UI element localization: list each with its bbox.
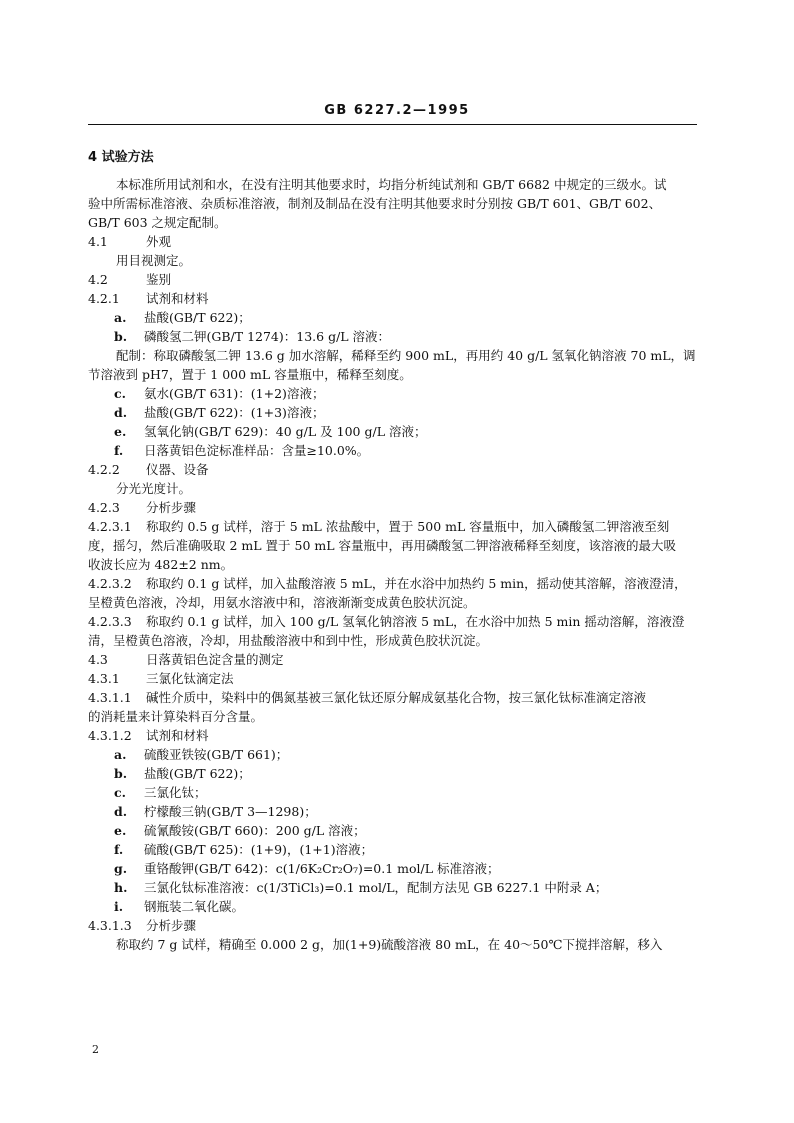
list-text: 盐酸(GB/T 622)；	[144, 766, 251, 781]
list-marker: a.	[114, 747, 127, 762]
section-title: 鉴别	[146, 272, 172, 287]
intro-line: 本标准所用试剂和水，在没有注明其他要求时，均指分析纯试剂和 GB/T 6682 中规定的三级水。试	[116, 177, 667, 192]
para-line: 碱性介质中，染料中的偶氮基被三氯化钛还原分解成氨基化合物，按三氯化钛标准滴定溶液	[146, 690, 647, 705]
section-title: 试剂和材料	[146, 291, 209, 306]
list-item	[88, 840, 697, 859]
header-rule	[88, 124, 697, 125]
para-line: 称取约 0.1 g 试样，加入盐酸溶液 5 mL，并在水浴中加热约 5 min，摇动使其溶解，溶液澄清，	[146, 576, 687, 591]
para-line: 称取约 0.1 g 试样，加入 100 g/L 氢氧化钠溶液 5 mL，在水浴中加热 5 min 摇动溶解，溶液澄	[146, 614, 685, 629]
list-text: 钢瓶装二氧化碳。	[144, 899, 245, 914]
list-marker: g.	[114, 861, 128, 876]
section-title: 外观	[146, 234, 172, 249]
list-item	[88, 422, 697, 441]
list-item	[88, 745, 697, 764]
list-item	[88, 308, 697, 327]
list-item	[88, 403, 697, 422]
section-number: 4.3.1	[88, 671, 120, 686]
intro-line: GB/T 603 之规定配制。	[88, 215, 227, 230]
section-number: 4.3.1.1	[88, 690, 132, 705]
list-text: 氢氧化钠(GB/T 629)：40 g/L 及 100 g/L 溶液；	[144, 424, 427, 439]
document-body	[88, 145, 697, 954]
list-marker: b.	[114, 766, 128, 781]
list-marker: f.	[114, 443, 124, 458]
list-text: 三氯化钛标准溶液：c(1/3TiCl₃)=0.1 mol/L，配制方法见 GB 6227.1 中附录 A；	[144, 880, 608, 895]
section-4-3-1-1-para	[88, 688, 697, 707]
list-text: 重铬酸钾(GB/T 642)：c(1/6K₂Cr₂O₇)=0.1 mol/L 标准溶液；	[144, 861, 500, 876]
page-number: 2	[92, 1043, 99, 1056]
section-4-3-1-heading	[88, 669, 697, 688]
section-4-3-1-2-heading	[88, 726, 697, 745]
list-text: 三氯化钛；	[144, 785, 207, 800]
section-number: 4.3.1.2	[88, 728, 132, 743]
para-line: 称取约 7 g 试样，精确至 0.000 2 g，加(1+9)硫酸溶液 80 mL，在 40～50℃下搅拌溶解，移入	[116, 937, 663, 952]
section-title: 仪器、设备	[146, 462, 209, 477]
section-number: 4.1	[88, 234, 108, 249]
list-item	[88, 441, 697, 460]
list-item	[88, 821, 697, 840]
list-item	[88, 897, 697, 916]
list-text: 磷酸氢二钾(GB/T 1274)：13.6 g/L 溶液：	[144, 329, 391, 344]
section-4-1-heading	[88, 232, 697, 251]
section-4-2-heading	[88, 270, 697, 289]
section-number: 4.3.1.3	[88, 918, 132, 933]
section-number: 4.2.3.2	[88, 576, 132, 591]
section-number: 4.2.1	[88, 291, 120, 306]
list-text: 硫酸亚铁铵(GB/T 661)；	[144, 747, 289, 762]
list-marker: c.	[114, 785, 126, 800]
para-line: 清，呈橙黄色溶液，冷却，用盐酸溶液中和到中性，形成黄色胶状沉淀。	[88, 633, 489, 648]
para-line: 收波长应为 482±2 nm。	[88, 557, 234, 572]
section-number: 4.2.2	[88, 462, 120, 477]
list-item	[88, 802, 697, 821]
para-line: 呈橙黄色溶液，冷却，用氨水溶液中和，溶液渐渐变成黄色胶状沉淀。	[88, 595, 476, 610]
intro-line: 验中所需标准溶液、杂质标准溶液，制剂及制品在没有注明其他要求时分别按 GB/T 601、GB/T 602、	[88, 196, 662, 211]
list-item	[88, 384, 697, 403]
section-number: 4.2.3	[88, 500, 120, 515]
list-item	[88, 327, 697, 346]
list-marker: d.	[114, 804, 128, 819]
section-4-2-3-2-para	[88, 574, 697, 593]
section-title: 分析步骤	[146, 500, 197, 515]
para-line: 度，摇匀，然后准确吸取 2 mL 置于 50 mL 容量瓶中，再用磷酸氢二钾溶液稀释至刻度，该溶液的最大吸	[88, 538, 677, 553]
section-title: 试剂和材料	[146, 728, 209, 743]
list-marker: b.	[114, 329, 128, 344]
section-number: 4.2	[88, 272, 108, 287]
list-item	[88, 878, 697, 897]
list-marker: c.	[114, 386, 126, 401]
section-4-heading: 4 试验方法	[88, 150, 154, 165]
section-title: 日落黄铝色淀含量的测定	[146, 652, 284, 667]
section-4-2-2-heading	[88, 460, 697, 479]
page-header-title: GB 6227.2—1995	[324, 103, 470, 118]
prep-line: 配制：称取磷酸氢二钾 13.6 g 加水溶解，稀释至约 900 mL，再用约 40 g/L 氢氧化钠溶液 70 mL，调	[116, 348, 696, 363]
prep-line: 节溶液到 pH7，置于 1 000 mL 容量瓶中，稀释至刻度。	[88, 367, 412, 382]
section-number: 4.2.3.1	[88, 519, 132, 534]
list-text: 日落黄铝色淀标准样品：含量≥10.0%。	[144, 443, 370, 458]
section-4-2-1-heading	[88, 289, 697, 308]
section-title: 三氯化钛滴定法	[146, 671, 234, 686]
list-item	[88, 764, 697, 783]
section-text: 分光光度计。	[116, 481, 192, 496]
list-marker: i.	[114, 899, 124, 914]
para-line: 称取约 0.5 g 试样，溶于 5 mL 浓盐酸中，置于 500 mL 容量瓶中，加入磷酸氢二钾溶液至刻	[146, 519, 670, 534]
list-marker: h.	[114, 880, 128, 895]
section-4-2-3-1-para	[88, 517, 697, 536]
list-item	[88, 859, 697, 878]
list-marker: f.	[114, 842, 124, 857]
list-text: 硫氰酸铵(GB/T 660)：200 g/L 溶液；	[144, 823, 366, 838]
list-marker: a.	[114, 310, 127, 325]
section-4-3-1-3-heading	[88, 916, 697, 935]
section-4-3-heading	[88, 650, 697, 669]
list-text: 盐酸(GB/T 622)：(1+3)溶液；	[144, 405, 325, 420]
section-4-2-3-3-para	[88, 612, 697, 631]
section-text: 用目视测定。	[116, 253, 192, 268]
list-marker: d.	[114, 405, 128, 420]
para-line: 的消耗量来计算染料百分含量。	[88, 709, 264, 724]
list-item	[88, 783, 697, 802]
section-number: 4.2.3.3	[88, 614, 132, 629]
section-number: 4.3	[88, 652, 108, 667]
list-marker: e.	[114, 823, 127, 838]
list-text: 柠檬酸三钠(GB/T 3—1298)；	[144, 804, 317, 819]
list-text: 盐酸(GB/T 622)；	[144, 310, 251, 325]
section-4-2-3-heading	[88, 498, 697, 517]
list-text: 氨水(GB/T 631)：(1+2)溶液；	[144, 386, 325, 401]
section-title: 分析步骤	[146, 918, 197, 933]
list-text: 硫酸(GB/T 625)：(1+9)，(1+1)溶液；	[144, 842, 374, 857]
list-marker: e.	[114, 424, 127, 439]
